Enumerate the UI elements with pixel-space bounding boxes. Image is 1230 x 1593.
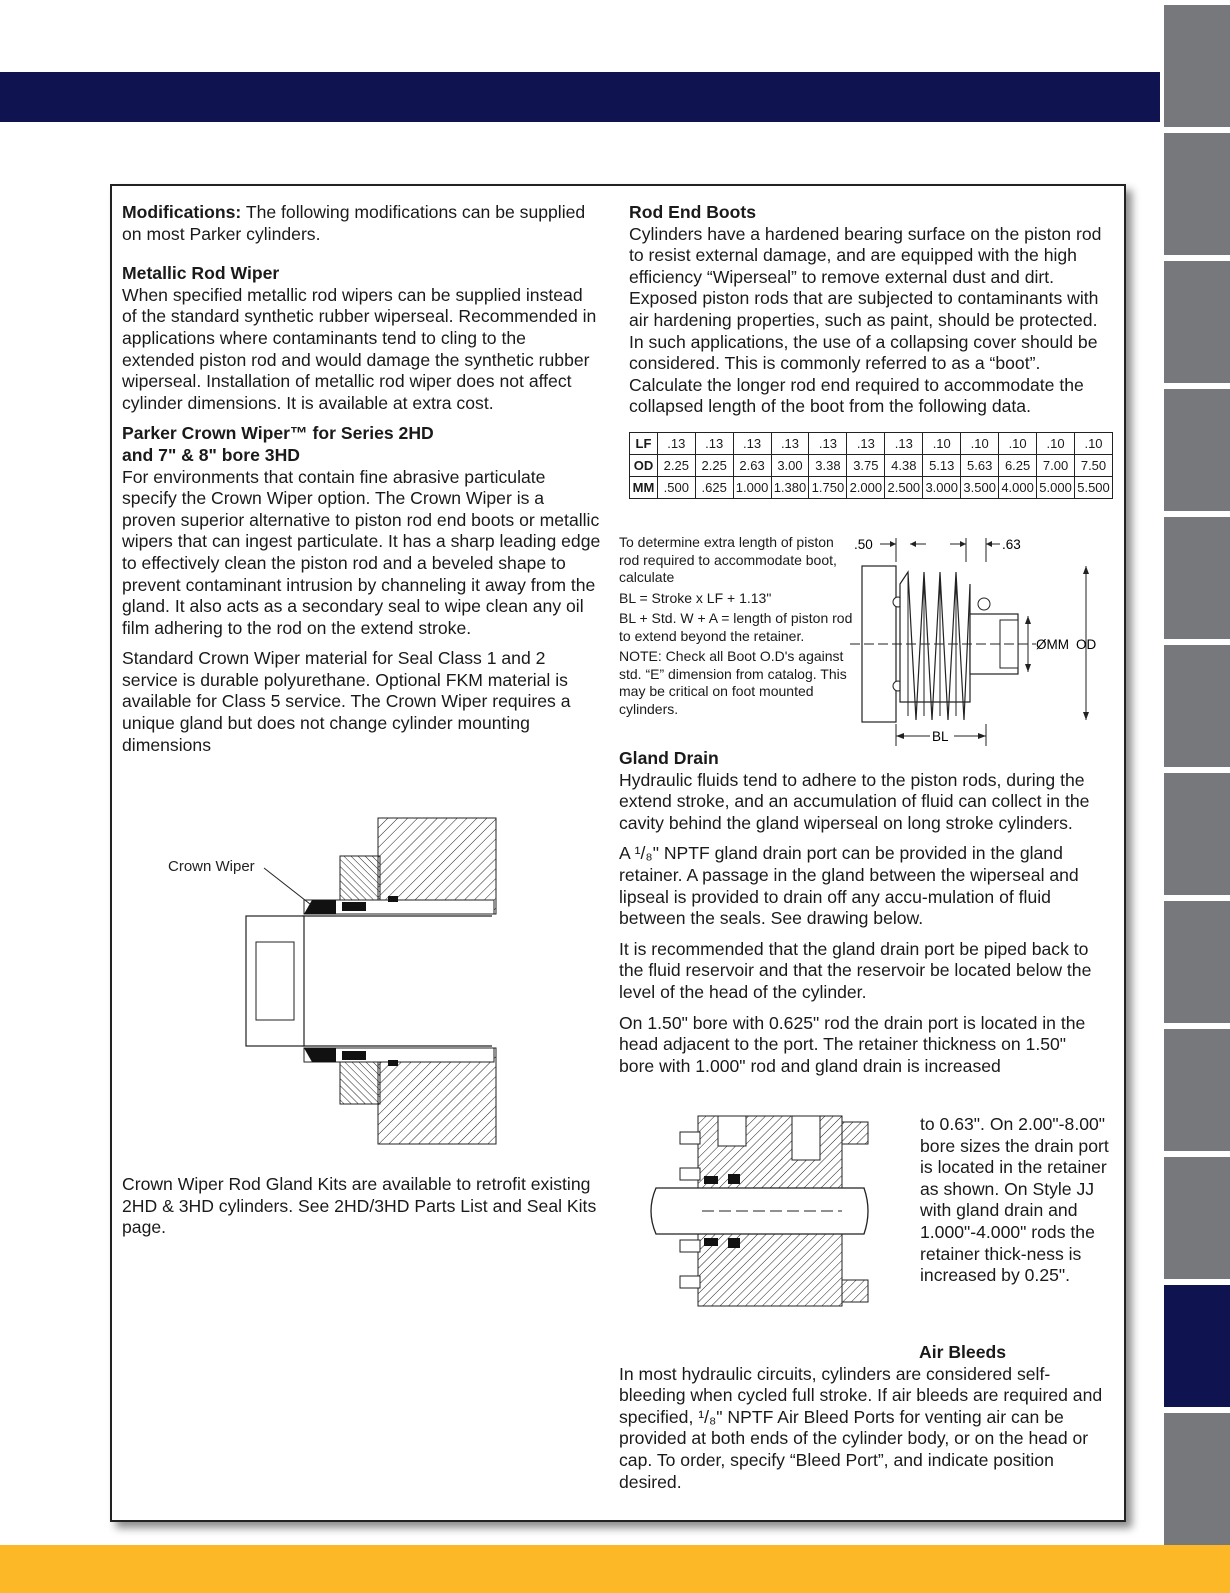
boot-table-cell: .10 xyxy=(961,432,999,454)
section-tab[interactable] xyxy=(1164,1157,1230,1279)
boot-table-cell: .13 xyxy=(733,432,771,454)
boot-table-cell: .13 xyxy=(885,432,923,454)
section-tab[interactable] xyxy=(1164,1413,1230,1545)
boot-table-cell: .13 xyxy=(809,432,847,454)
boot-table-row xyxy=(630,476,1113,498)
boot-table-row-label: MM xyxy=(630,476,658,498)
crown-wiper-heading-line1: Parker Crown Wiper™ for Series 2HD xyxy=(122,423,434,444)
right-column xyxy=(629,202,1113,499)
boot-table-cell: 2.000 xyxy=(847,476,885,498)
dim-mm-label: ØMM xyxy=(1036,637,1069,652)
boot-table-cell: 2.25 xyxy=(657,454,695,476)
header-bar xyxy=(0,72,1160,122)
boot-table-cell: 1.750 xyxy=(809,476,847,498)
boot-table-cell: 4.38 xyxy=(885,454,923,476)
section-tab[interactable] xyxy=(1164,773,1230,895)
boot-note-2: BL = Stroke x LF + 1.13" xyxy=(619,589,772,606)
boot-table-cell: 2.25 xyxy=(695,454,733,476)
section-tab[interactable] xyxy=(1164,901,1230,1023)
rod-end-boots-heading: Rod End Boots xyxy=(629,202,757,222)
dim-left-label: .50 xyxy=(854,537,873,552)
boot-table-cell: 7.00 xyxy=(1037,454,1075,476)
boot-table-row xyxy=(630,432,1113,454)
boot-table-cell: 3.38 xyxy=(809,454,847,476)
boot-table-cell: .13 xyxy=(847,432,885,454)
boot-table-cell: .13 xyxy=(771,432,809,454)
air-bleeds-section xyxy=(619,1342,1103,1493)
boot-table-cell: 5.63 xyxy=(961,454,999,476)
boot-table-cell: 1.000 xyxy=(733,476,771,498)
boot-table-cell: 3.500 xyxy=(961,476,999,498)
left-column xyxy=(122,202,602,756)
boot-table-cell: 6.25 xyxy=(999,454,1037,476)
crown-wiper-heading-line2: and 7" & 8" bore 3HD xyxy=(122,444,300,465)
crown-wiper-material-text: Standard Crown Wiper material for Seal Class 1 and 2 service is durable polyurethane. Optional FKM material is available for Class 5 service. The Crown Wiper requires a unique gland but does not change cylinder mounting dimensions xyxy=(122,648,571,755)
boot-table-cell: 3.75 xyxy=(847,454,885,476)
boot-notes xyxy=(619,534,854,718)
gland-drain-text-5: to 0.63". On 2.00"-8.00" bore sizes the drain port is located in the retainer as shown. On Style JJ with gland drain and 1.000"-4.000" rods the retainer thick-ness is increased by 0.25". xyxy=(920,1114,1109,1286)
section-tab[interactable] xyxy=(1164,1029,1230,1151)
boot-table-cell: .13 xyxy=(695,432,733,454)
boot-drawing xyxy=(850,532,1112,752)
section-tab[interactable] xyxy=(1164,517,1230,639)
boot-table-cell: .10 xyxy=(1037,432,1075,454)
air-bleeds-heading: Air Bleeds xyxy=(919,1342,1007,1362)
gland-drain-heading: Gland Drain xyxy=(619,748,719,768)
boot-table xyxy=(629,432,1113,499)
section-tab[interactable] xyxy=(1164,261,1230,383)
gland-drain-drawing xyxy=(642,1112,874,1308)
boot-table-cell: .10 xyxy=(1075,432,1113,454)
boot-note-3: BL + Std. W + A = length of piston rod to extend beyond the retainer. xyxy=(619,610,853,644)
section-tabs xyxy=(1164,0,1230,1545)
crown-wiper-text: For environments that contain fine abrasive particulate specify the Crown Wiper option. The Crown Wiper is a proven superior alternative to piston rod end boots or metallic wipers that can ingest particulate. It has a sharp leading edge to effectively clean the piston rod and a beveled shape to prevent contaminant intrusion by channeling it away from the gland. It also acts as a secondary seal to wipe clean any oil film adhering to the rod on the extend stroke. xyxy=(122,466,601,638)
boot-table-cell: 3.000 xyxy=(923,476,961,498)
boot-table-cell: 4.000 xyxy=(999,476,1037,498)
boot-table-cell: .500 xyxy=(657,476,695,498)
section-tab[interactable] xyxy=(1164,5,1230,127)
boot-table-row-label: LF xyxy=(630,432,658,454)
dim-right-label: .63 xyxy=(1002,537,1021,552)
rod-end-boots-text: Cylinders have a hardened bearing surface on the piston rod to resist external damage, and are equipped with the high efficiency “Wiperseal” to remove external dust and dirt. Exposed piston rods that are subjected to contaminants with air hardening properties, such as paint, should be protected. In such applications, the use of a collapsing cover should be considered. This is commonly referred to as a “boot”. Calculate the longer rod end required to accommodate the collapsed length of the boot from the following data. xyxy=(629,223,1102,417)
content-panel xyxy=(110,184,1126,1522)
section-tab-active[interactable] xyxy=(1164,1285,1230,1407)
boot-table-cell: .625 xyxy=(695,476,733,498)
modifications-text: The following modifications can be supplied on most Parker cylinders. xyxy=(122,202,586,244)
boot-table-row xyxy=(630,454,1113,476)
crown-wiper-label: Crown Wiper xyxy=(168,858,255,875)
boot-table-cell: 5.000 xyxy=(1037,476,1075,498)
dim-bl-label: BL xyxy=(932,729,949,744)
boot-table-cell: .10 xyxy=(923,432,961,454)
footer-bar xyxy=(0,1545,1230,1593)
section-tab[interactable] xyxy=(1164,389,1230,511)
boot-table-cell: 2.63 xyxy=(733,454,771,476)
metallic-wiper-heading: Metallic Rod Wiper xyxy=(122,263,280,284)
boot-table-cell: 2.500 xyxy=(885,476,923,498)
crown-wiper-kits-text: Crown Wiper Rod Gland Kits are available to retrofit existing 2HD & 3HD cylinders. See 2HD/3HD Parts List and Seal Kits page. xyxy=(122,1174,597,1238)
gland-drain-text-4: On 1.50" bore with 0.625" rod the drain port is located in the head adjacent to the port. The retainer thickness on 1.50" bore with 1.000" rod and gland drain is increased xyxy=(619,1012,1086,1076)
boot-table-cell: 5.13 xyxy=(923,454,961,476)
modifications-label: Modifications: xyxy=(122,202,242,222)
gland-drain-text-3: It is recommended that the gland drain port be piped back to the fluid reservoir and that the reservoir be located below the level of the head of the cylinder. xyxy=(619,938,1092,1002)
boot-table-cell: 3.00 xyxy=(771,454,809,476)
air-bleeds-text: In most hydraulic circuits, cylinders are considered self-bleeding when cycled full stroke. If air bleeds are required and specified, ¹/₈" NPTF Air Bleed Ports for venting air can be provided at both ends of the cylinder body, or on the head or cap. To order, specify “Bleed Port”, and indicate position desired. xyxy=(619,1363,1103,1492)
modifications-intro xyxy=(122,202,602,245)
section-tab[interactable] xyxy=(1164,645,1230,767)
boot-note-4: NOTE: Check all Boot O.D's against std. “E” dimension from catalog. This may be critical on foot mounted cylinders. xyxy=(619,648,847,717)
gland-drain-text-2: A ¹/₈" NPTF gland drain port can be provided in the gland retainer. A passage in the gland between the wiperseal and lipseal is provided to drain off any accu-mulation of fluid between the seals. See drawing below. xyxy=(619,843,1079,929)
boot-table-cell: .10 xyxy=(999,432,1037,454)
boot-table-cell: 7.50 xyxy=(1075,454,1113,476)
boot-table-row-label: OD xyxy=(630,454,658,476)
crown-wiper-drawing xyxy=(162,816,562,1156)
section-tab[interactable] xyxy=(1164,133,1230,255)
boot-table-cell: .13 xyxy=(657,432,695,454)
gland-drain-section xyxy=(619,748,1103,1077)
boot-table-cell: 1.380 xyxy=(771,476,809,498)
gland-drain-text-1: Hydraulic fluids tend to adhere to the piston rods, during the extend stroke, and an accumulation of fluid can collect in the cavity behind the gland wiperseal on long stroke cylinders. xyxy=(619,769,1090,833)
dim-od-label: OD xyxy=(1076,637,1097,652)
metallic-wiper-text: When specified metallic rod wipers can be supplied instead of the standard synthetic rubber wiperseal. Recommended in applications where contaminants tend to cling to the extended piston rod and would damage the synthetic rubber wiperseal. Installation of metallic rod wiper does not affect cylinder dimensions. It is available at extra cost. xyxy=(122,284,597,413)
boot-table-cell: 5.500 xyxy=(1075,476,1113,498)
boot-note-1: To determine extra length of piston rod required to accommodate boot, calculate xyxy=(619,534,837,585)
